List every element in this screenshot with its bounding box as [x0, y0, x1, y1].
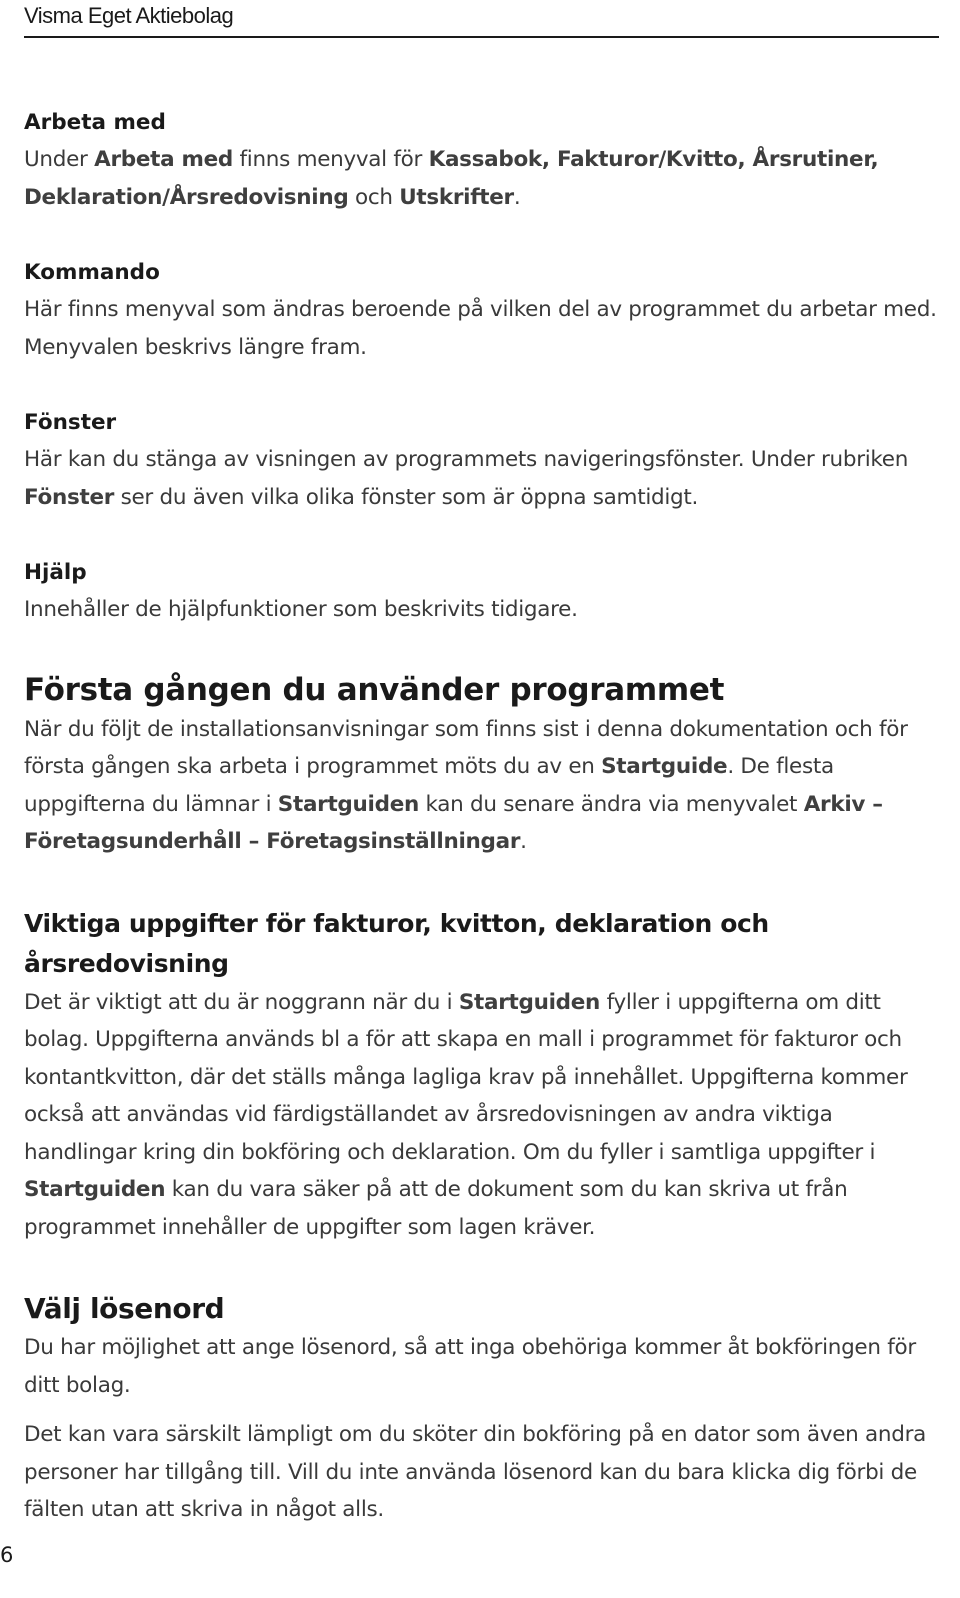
text-run: . De flesta uppgifterna du lämnar i: [24, 754, 834, 817]
paragraph: Innehåller de hjälpfunktioner som beskrivits tidigare.: [24, 597, 578, 622]
text-run: Under: [24, 147, 95, 172]
paragraph: [24, 141, 939, 216]
paragraph: Här finns menyval som ändras beroende på vilken del av programmet du arbetar med. Menyvalen beskrivs längre fram.: [24, 297, 937, 360]
paragraph: [24, 441, 939, 516]
section-forsta-gangen: [24, 669, 939, 861]
menu-term: Startguiden: [277, 791, 419, 817]
menu-term: Arkiv – Företagsunderhåll – Företagsinställningar: [24, 791, 883, 854]
section-arbeta-med: [24, 104, 939, 216]
section-hjalp: [24, 554, 939, 629]
section-heading: Hjälp: [24, 560, 87, 585]
header-title: Visma Eget Aktiebolag: [24, 3, 234, 28]
text-run: När du följt de installationsanvisningar som finns sist i denna dokumentation och för första gången ska arbeta i programmet möts du av en: [24, 716, 908, 779]
menu-term: Arbeta med: [94, 147, 233, 172]
page-number: 6: [0, 1543, 14, 1567]
section-title: Viktiga uppgifter för fakturor, kvitton, deklaration och årsredovisning: [24, 908, 769, 978]
menu-term: Startguiden: [458, 989, 601, 1015]
text-run: Här kan du stänga av visningen av programmets navigeringsfönster. Under rubriken: [24, 447, 909, 472]
menu-term: Utskrifter: [399, 184, 514, 210]
menu-term: Startguide: [601, 754, 728, 779]
menu-term: Kassabok, Fakturor/Kvitto, Årsrutiner, Deklaration/Årsredovisning: [24, 147, 879, 210]
section-valj-losenord: [24, 1289, 939, 1529]
section-heading: Fönster: [24, 410, 117, 435]
text-run: ser du även vilka olika fönster som är öppna samtidigt.: [114, 484, 699, 510]
section-title: Välj lösenord: [24, 1292, 225, 1325]
text-run: och: [348, 184, 400, 210]
section-heading: Kommando: [24, 260, 160, 285]
menu-term: Fönster: [24, 484, 115, 510]
document-body: [24, 104, 939, 1529]
paragraph: [24, 711, 939, 861]
paragraph: Du har möjlighet att ange lösenord, så att inga obehöriga kommer åt bokföringen för ditt bolag.: [24, 1335, 916, 1398]
section-heading: Arbeta med: [24, 110, 166, 135]
paragraph: [24, 984, 939, 1247]
section-title: Första gången du använder programmet: [24, 671, 725, 708]
section-kommando: [24, 254, 939, 366]
section-viktiga-uppgifter: [24, 904, 939, 1247]
section-fonster: [24, 404, 939, 516]
text-run: .: [513, 184, 521, 210]
text-run: Det är viktigt att du är noggrann när du i: [24, 989, 459, 1015]
paragraph: Det kan vara särskilt lämpligt om du sköter din bokföring på en dator som även andra personer har tillgång till. Vill du inte använda lösenord kan du bara klicka dig förbi de fälten utan att skriva in något alls.: [24, 1422, 926, 1522]
page-header: [24, 0, 939, 38]
text-run: finns menyval för: [233, 147, 429, 172]
text-run: fyller i uppgifterna om ditt bolag. Uppgifterna används bl a för att skapa en mall i programmet för fakturor och kontantkvitton, där det ställs många lagliga krav på innehållet. Uppgifterna kommer också att användas vid färdigställandet av årsredovisningen av andra viktiga handlingar kring din bokföring och deklaration. Om du fyller i samtliga uppgifter i: [24, 989, 908, 1165]
menu-term: Startguiden: [24, 1177, 166, 1202]
text-run: kan du vara säker på att de dokument som du kan skriva ut från programmet innehåller de uppgifter som lagen kräver.: [24, 1177, 848, 1240]
text-run: .: [520, 829, 527, 854]
text-run: kan du senare ändra via menyvalet: [418, 791, 804, 817]
